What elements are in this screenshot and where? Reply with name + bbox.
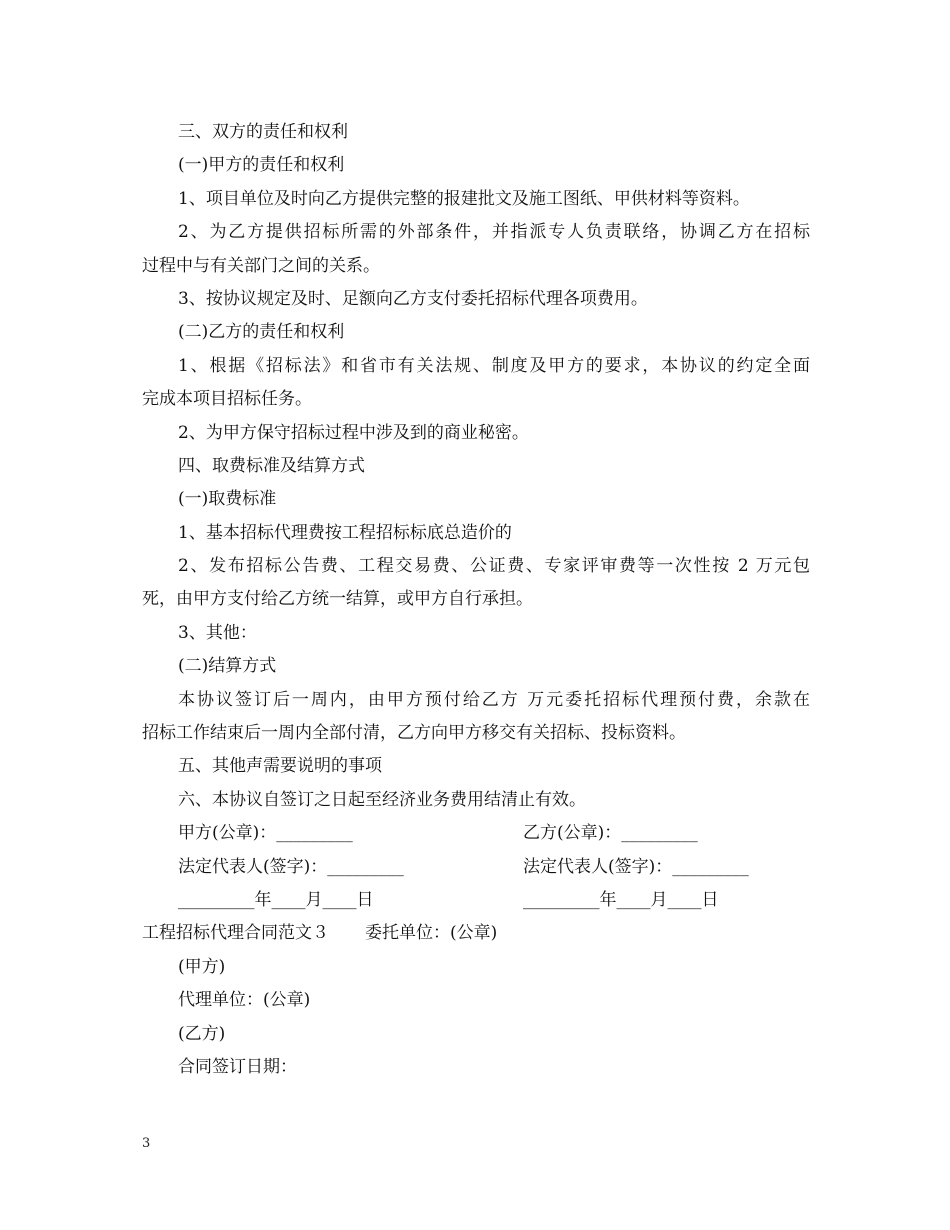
next-section-title: 工程招标代理合同范文３ [142,923,329,944]
clause-a-2: 2、为乙方提供招标所需的外部条件，并指派专人负责联络，协调乙方在招标 [178,222,810,243]
section-heading-fees: 四、取费标准及结算方式 [178,455,365,476]
clause-a-3: 3、按协议规定及时、足额向乙方支付委托招标代理各项费用。 [178,288,648,309]
party-a-seal-field: 甲方(公章)：_________ [178,823,353,844]
party-a-label: (甲方) [178,956,226,977]
signature-rep-row [142,851,810,884]
section-heading-validity: 六、本协议自签订之日起至经济业务费用结清止有效。 [178,789,586,810]
signature-date-row [142,884,810,917]
clause-b-2: 2、为甲方保守招标过程中涉及到的商业秘密。 [178,422,529,443]
fee-clause-2-cont: 死，由甲方支付给乙方统一结算，或甲方自行承担。 [142,589,533,610]
next-section-header [142,917,810,950]
signature-seal-row [142,817,810,850]
subsection-heading-settlement: (二)结算方式 [178,656,277,677]
party-b-seal-field: 乙方(公章)：_________ [523,823,698,844]
clause-a-1: 1、项目单位及时向乙方提供完整的报建批文及施工图纸、甲供材料等资料。 [178,188,750,209]
party-a-date-field: _________年____月____日 [178,889,374,910]
client-unit-label: 委托单位：(公章) [365,923,498,944]
subsection-heading-fee-standard: (一)取费标准 [178,489,277,510]
section-heading-other-matters: 五、其他声需要说明的事项 [178,756,382,777]
fee-clause-2: 2、发布招标公告费、工程交易费、公证费、专家评审费等一次性按 2 万元包 [178,556,810,577]
clause-a-2-cont: 过程中与有关部门之间的关系。 [142,255,380,276]
fee-clause-1: 1、基本招标代理费按工程招标标底总造价的 [178,522,512,543]
agent-unit-label: 代理单位：(公章) [178,990,311,1011]
clause-b-1: 1、根据《招标法》和省市有关法规、制度及甲方的要求，本协议的约定全面 [178,355,810,376]
party-b-rep-field: 法定代表人(签字)：_________ [523,856,749,877]
party-b-label: (乙方) [178,1023,226,1044]
fee-clause-3: 3、其他： [178,622,257,643]
party-a-rep-field: 法定代表人(签字)：_________ [178,856,404,877]
settlement-clause-cont: 招标工作结束后一周内全部付清，乙方向甲方移交有关招标、投标资料。 [142,723,686,744]
page-number: 3 [142,1136,151,1151]
subsection-heading-party-b: (二)乙方的责任和权利 [178,322,345,343]
party-b-date-field: _________年____月____日 [523,889,719,910]
subsection-heading-party-a: (一)甲方的责任和权利 [178,155,345,176]
sign-date-label: 合同签订日期： [178,1056,297,1077]
settlement-clause: 本协议签订后一周内，由甲方预付给乙方 万元委托招标代理预付费，余款在 [178,689,810,710]
document-body [142,116,810,1084]
clause-b-1-cont: 完成本项目招标任务。 [142,389,312,410]
section-heading-responsibilities: 三、双方的责任和权利 [178,122,348,142]
